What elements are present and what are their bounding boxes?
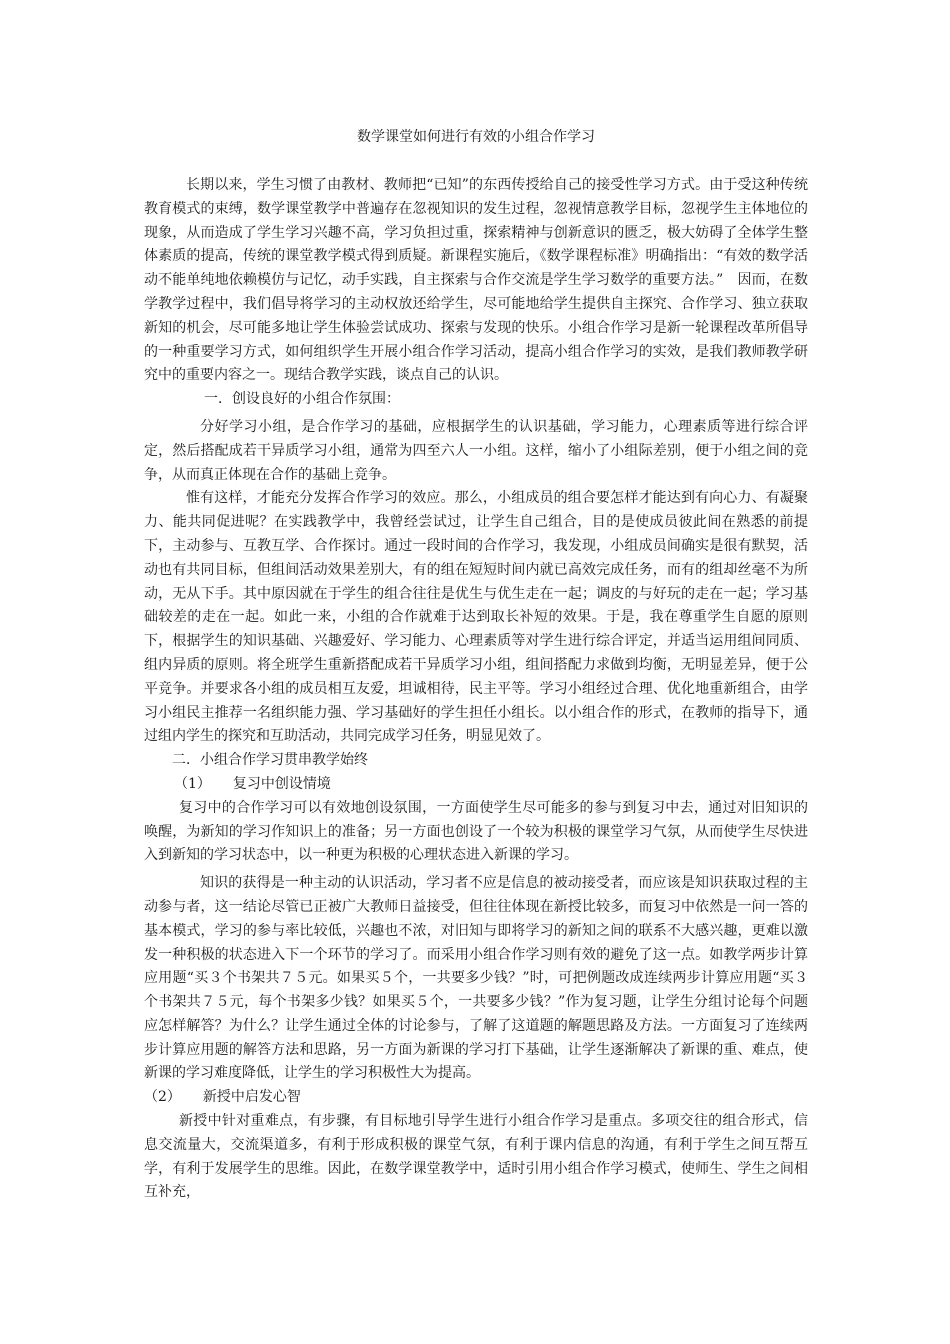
- subsection-1-title: 复习中创设情境: [232, 775, 331, 792]
- section-1-paragraph-1: 分好学习小组，是合作学习的基础，应根据学生的认识基础，学习能力，心理素质等进行综合评定，然后搭配成若干异质学习小组，通常为四至六人一小组。这样，缩小了小组际差别，便于小组之间的竞争，从而真正体现在合作的基础上竞争。: [144, 418, 808, 483]
- subsection-2-heading: [144, 1086, 808, 1110]
- subsection-2-paragraph-1: 新授中针对重难点，有步骤，有目标地引导学生进行小组合作学习是重点。多项交往的组合形式，信息交流量大，交流渠道多，有利于形成积极的课堂气氛，有利于课内信息的沟通，有利于学生之间互帮互学，有利于发展学生的思维。因此，在数学课堂教学中，适时引用小组合作学习模式，使师生、学生之间相互补充，: [144, 1113, 808, 1201]
- section-2-heading: 二．小组合作学习贯串教学始终: [172, 752, 368, 769]
- subsection-1-heading: [144, 773, 808, 797]
- subsection-2-number: （2）: [144, 1089, 181, 1106]
- document-title: 数学课堂如何进行有效的小组合作学习: [357, 129, 595, 145]
- subsection-2-title: 新授中启发心智: [202, 1089, 301, 1106]
- section-1-paragraph-2: 惟有这样，才能充分发挥合作学习的效应。那么，小组成员的组合要怎样才能达到有向心力、有凝聚力、能共同促进呢？在实践教学中，我曾经尝试过，让学生自己组合，目的是使成员彼此间在熟悉的前提下，主动参与、互教互学、合作探讨。通过一段时间的合作学习，我发现，小组成员间确实是很有默契，活动也有共同目标，但组间活动效果差别大，有的组在短短时间内就已高效完成任务，而有的组却丝毫不为所动，无从下手。其中原因就在于学生的组合往往是优生与优生走在一起；调皮的与好玩的走在一起；学习基础较差的走在一起。如此一来，小组的合作就难于达到取长补短的效果。于是，我在尊重学生自愿的原则下，根据学生的知识基础、兴趣爱好、学习能力、心理素质等对学生进行综合评定，并适当运用组间同质、组内异质的原则。将全班学生重新搭配成若干异质学习小组，组间搭配力求做到均衡，无明显差异，便于公平竞争。并要求各小组的成员相互友爱，坦诚相待，民主平等。学习小组经过合理、优化地重新组合，由学习小组民主推荐一名组织能力强、学习基础好的学生担任小组长。以小组合作的形式，在教师的指导下，通过组内学生的探究和互助活动，共同完成学习任务，明显见效了。: [144, 490, 808, 745]
- section-1-heading: 一．创设良好的小组合作氛围：: [204, 391, 400, 408]
- intro-paragraph: 长期以来，学生习惯了由教材、教师把“已知”的东西传授给自己的接受性学习方式。由于受这种传统教育模式的束缚，数学课堂教学中普遍存在忽视知识的发生过程，忽视情意教学目标，忽视学生主体地位的现象，从而造成了学生学习兴趣不高，学习负担过重，探索精神与创新意识的匮乏，极大妨碍了全体学生整体素质的提高，传统的课堂教学模式得到质疑。新课程实施后，《数学课程标准》明确指出：“有效的数学活动不能单纯地依赖模仿与记忆，动手实践，自主探索与合作交流是学生学习数学的重要方法。” 因而，在数学教学过程中，我们倡导将学习的主动权放还给学生，尽可能地给学生提供自主探究、合作学习、独立获取新知的机会，尽可能多地让学生体验尝试成功、探索与发现的快乐。小组合作学习是新一轮课程改革所倡导的一种重要学习方式，如何组织学生开展小组合作学习活动，提高小组合作学习的实效，是我们教师教学研究中的重要内容之一。现结合教学实践，谈点自己的认识。: [144, 177, 808, 384]
- subsection-1-paragraph-1: 复习中的合作学习可以有效地创设氛围，一方面使学生尽可能多的参与到复习中去，通过对旧知识的唤醒，为新知的学习作知识上的准备；另一方面也创设了一个较为积极的课堂学习气氛，从而使学生尽快进入到新知的学习状态中，以一种更为积极的心理状态进入新课的学习。: [144, 799, 808, 864]
- document-body: [144, 174, 808, 1205]
- subsection-1-paragraph-2: 知识的获得是一种主动的认识活动，学习者不应是信息的被动接受者，而应该是知识获取过程的主动参与者，这一结论尽管已正被广大教师日益接受，但往往体现在新授比较多，而复习中依然是一问一答的基本模式，学习的参与率比较低，兴趣也不浓，对旧知与即将学习的新知之间的联系不大感兴趣，更难以激发一种积极的状态进入下一个环节的学习了。而采用小组合作学习则有效的避免了这一点。如教学两步计算应用题“买３个书架共７５元。如果买５个，一共要多少钱？”时，可把例题改成连续两步计算应用题“买３个书架共７５元，每个书架多少钱？如果买５个，一共要多少钱？”作为复习题，让学生分组讨论每个问题应怎样解答？为什么？让学生通过全体的讨论参与，了解了这道题的解题思路及方法。一方面复习了连续两步计算应用题的解答方法和思路，另一方面为新课的学习打下基础，让学生逐渐解决了新课的重、难点，使新课的学习难度降低，让学生的学习积极性大为提高。: [144, 875, 808, 1082]
- subsection-1-number: （1）: [174, 775, 211, 792]
